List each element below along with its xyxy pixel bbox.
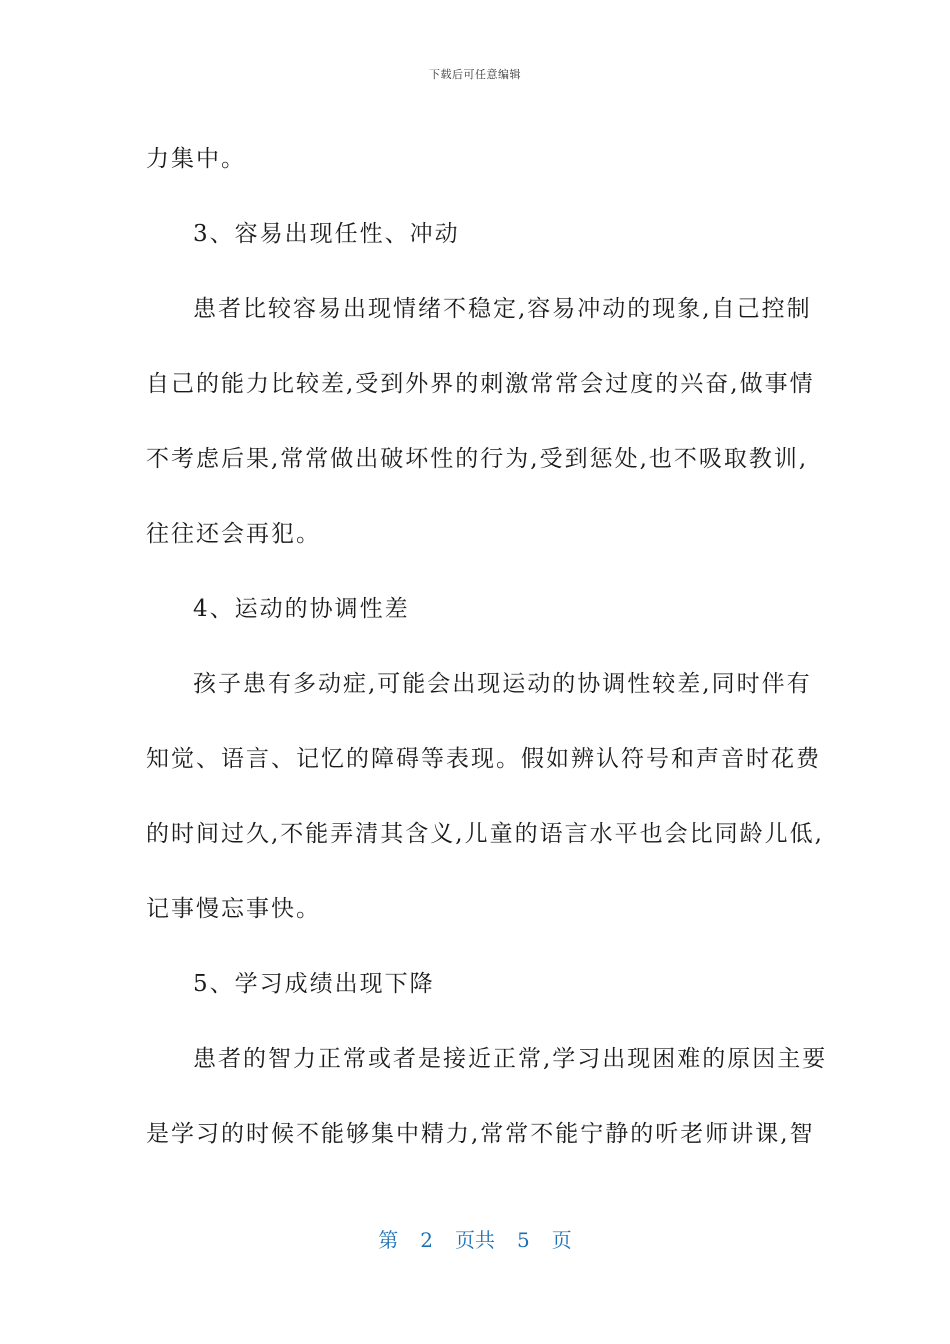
paragraph-line: 自己的能力比较差,受到外界的刺激常常会过度的兴奋,做事情 [146,371,815,397]
footer-prefix: 第 [378,1228,399,1252]
page-number-footer [0,1224,950,1253]
paragraph-line: 知觉、语言、记忆的障碍等表现。假如辨认符号和声音时花费 [146,746,821,772]
paragraph-line: 患者的智力正常或者是接近正常,学习出现困难的原因主要 [193,1046,828,1072]
paragraph-line: 不考虑后果,常常做出破坏性的行为,受到惩处,也不吸取教训, [146,446,809,472]
current-page-number: 2 [420,1228,433,1252]
total-pages-number: 5 [517,1228,530,1252]
paragraph-line: 记事慢忘事快。 [146,896,321,922]
section-heading: 5、学习成绩出现下降 [193,971,435,997]
footer-middle: 页共 [455,1228,495,1252]
page-header-note: 下载后可任意编辑 [429,68,521,81]
paragraph-line: 患者比较容易出现情绪不稳定,容易冲动的现象,自己控制 [193,296,812,322]
paragraph-line: 孩子患有多动症,可能会出现运动的协调性较差,同时伴有 [193,671,812,697]
paragraph-line: 是学习的时候不能够集中精力,常常不能宁静的听老师讲课,智 [146,1121,815,1147]
paragraph-line: 往往还会再犯。 [146,521,321,547]
footer-suffix: 页 [551,1228,572,1252]
paragraph-line: 力集中。 [146,146,246,172]
section-heading: 4、运动的协调性差 [193,596,410,622]
document-body [146,122,828,1172]
section-heading: 3、容易出现任性、冲动 [193,221,460,247]
paragraph-line: 的时间过久,不能弄清其含义,儿童的语言水平也会比同龄儿低, [146,821,824,847]
